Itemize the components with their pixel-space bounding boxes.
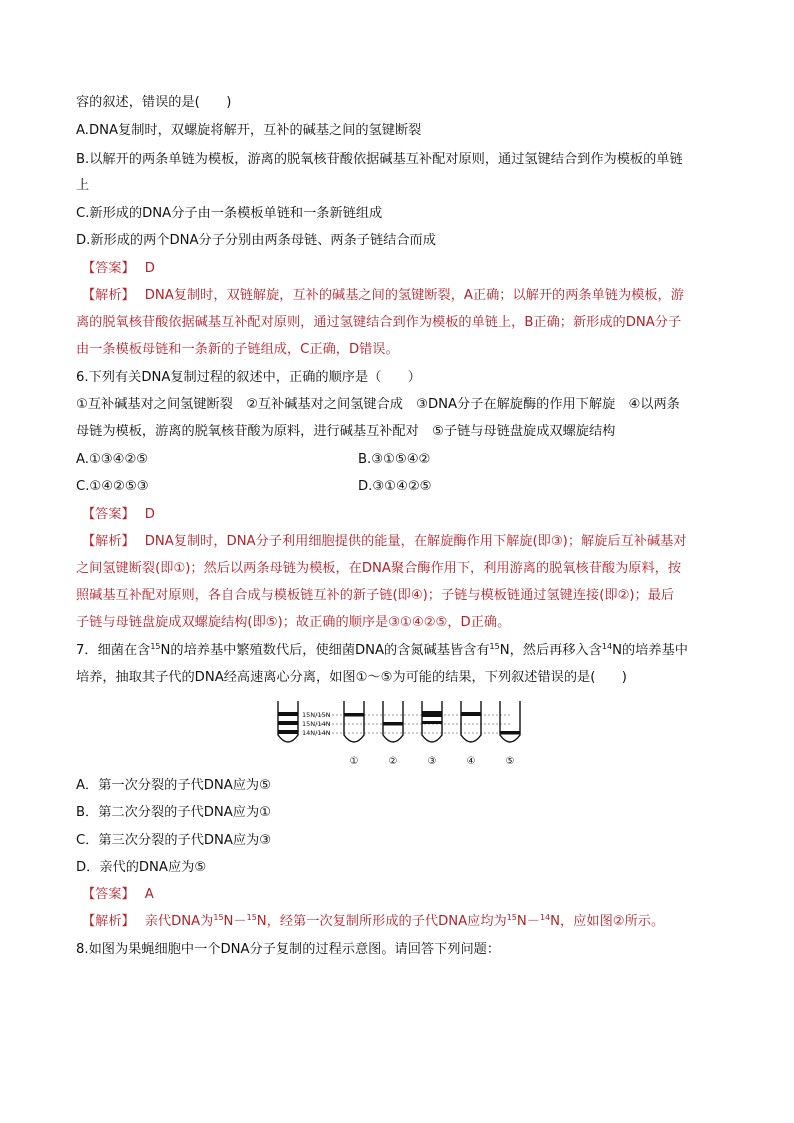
q5-analysis-line3: 由一条模板母链和一条新的子链组成，C正确，D错误。 bbox=[76, 342, 399, 357]
tube-label-5: ⑤ bbox=[505, 756, 515, 767]
q6-options-row2 bbox=[76, 478, 736, 496]
q6-option-a: A.①③④②⑤ bbox=[76, 452, 149, 467]
q6-items-line2: 母链为模板，游离的脱氧核苷酸为原料，进行碱基互补配对 ⑤子链与母链盘旋成双螺旋结构 bbox=[76, 424, 616, 439]
tube-label-2: ② bbox=[388, 756, 398, 767]
band-heavy bbox=[345, 713, 364, 717]
q7-answer bbox=[76, 886, 154, 904]
tube-1 bbox=[344, 701, 364, 742]
tube-3 bbox=[422, 701, 442, 742]
q5-option-a: A.DNA复制时，双螺旋将解开，互补的碱基之间的氢键断裂 bbox=[76, 123, 422, 138]
q8-stem: 8.如图为果蝇细胞中一个DNA分子复制的过程示意图。请回答下列问题： bbox=[76, 942, 501, 957]
tube-label-1: ① bbox=[349, 756, 359, 767]
reference-tube bbox=[278, 701, 298, 742]
analysis-label: 【解析】 bbox=[82, 534, 135, 549]
q5-stem: 容的叙述，错误的是( ) bbox=[76, 95, 232, 110]
answer-label: 【答案】 bbox=[82, 887, 135, 902]
q6-option-c: C.①④②⑤③ bbox=[76, 479, 149, 494]
label-15n-15n: 15N/15N bbox=[302, 711, 331, 719]
q6-stem: 6.下列有关DNA复制过程的叙述中，正确的顺序是（ ） bbox=[76, 370, 421, 385]
band-heavy bbox=[462, 712, 481, 716]
q7-option-c: C．第三次分裂的子代DNA应为③ bbox=[76, 833, 272, 848]
q6-analysis-line2: 之间氢键断裂(即①)；然后以两条母链为模板，在DNA聚合酶作用下，利用游离的脱氧核苷酸为原料，按 bbox=[76, 561, 682, 576]
tube-4 bbox=[461, 701, 481, 742]
band-hybrid bbox=[279, 721, 298, 725]
band-heavy bbox=[279, 712, 298, 716]
answer-value: A bbox=[144, 887, 154, 902]
q6-option-d: D.③①④②⑤ bbox=[358, 479, 432, 494]
q6-analysis-line1: 【解析】 DNA复制时，DNA分子利用细胞提供的能量，在解旋酶作用下解旋(即③)；解旋后互补碱基对 bbox=[82, 534, 687, 549]
q5-option-b-line2: 上 bbox=[76, 178, 90, 193]
q6-analysis-line3: 照碱基互补配对原则，各自合成与模板链互补的新子链(即④)；子链与模板链通过氢键连接(即②)；最后 bbox=[76, 588, 675, 603]
band-light bbox=[501, 731, 520, 735]
tube-label-3: ③ bbox=[427, 756, 437, 767]
q5-option-d: D.新形成的两个DNA分子分别由两条母链、两条子链结合而成 bbox=[76, 233, 436, 248]
band-heavy bbox=[423, 711, 442, 717]
q7-stem-line1: 7．细菌在含$^{15}$N的培养基中繁殖数代后，使细菌DNA的含氮碱基皆含有$^{15}$N，然后再移入含$^{14}$N的培养基中 bbox=[76, 642, 688, 658]
q5-analysis-line2: 离的脱氧核苷酸依据碱基互补配对原则，通过氢键结合到作为模板的单链上，B正确；新形成的DNA分子 bbox=[76, 315, 682, 330]
answer-value: D bbox=[144, 507, 155, 522]
q6-analysis-line4: 子链与母链盘旋成双螺旋结构(即⑤)；故正确的顺序是③①④②⑤，D正确。 bbox=[76, 615, 511, 630]
label-14n-14n: 14N/14N bbox=[302, 729, 331, 737]
band-hybrid bbox=[423, 721, 442, 724]
q6-option-b: B.③①⑤④② bbox=[358, 452, 431, 467]
q6-answer bbox=[76, 506, 155, 524]
tube-5 bbox=[500, 701, 520, 742]
band-light bbox=[279, 730, 298, 734]
answer-label: 【答案】 bbox=[82, 507, 135, 522]
tube-2 bbox=[383, 701, 403, 742]
label-15n-14n: 15N/14N bbox=[302, 720, 331, 728]
band-hybrid bbox=[384, 722, 403, 726]
q7-option-a: A．第一次分裂的子代DNA应为⑤ bbox=[76, 778, 271, 793]
q7-option-b: B．第二次分裂的子代DNA应为① bbox=[76, 805, 271, 820]
centrifuge-tubes-figure bbox=[272, 697, 528, 769]
analysis-label: 【解析】 bbox=[82, 914, 135, 929]
answer-label: 【答案】 bbox=[82, 261, 135, 276]
analysis-label: 【解析】 bbox=[82, 288, 135, 303]
q5-option-c: C.新形成的DNA分子由一条模板单链和一条新链组成 bbox=[76, 206, 383, 221]
tube-label-4: ④ bbox=[466, 756, 476, 767]
q6-options-row1 bbox=[76, 451, 736, 469]
q7-option-d: D．亲代的DNA应为⑤ bbox=[76, 860, 207, 875]
q7-stem-line2: 培养，抽取其子代的DNA经高速离心分离，如图①～⑤为可能的结果，下列叙述错误的是( ) bbox=[76, 670, 627, 685]
q5-option-b-line1: B.以解开的两条单链为模板，游离的脱氧核苷酸依据碱基互补配对原则，通过氢键结合到作为模板的单链 bbox=[76, 152, 683, 167]
answer-value: D bbox=[144, 261, 155, 276]
q6-items-line1: ①互补碱基对之间氢键断裂 ②互补碱基对之间氢键合成 ③DNA分子在解旋酶的作用下解旋 ④以两条 bbox=[76, 397, 680, 412]
q7-analysis: 【解析】 亲代DNA为$^{15}$N－$^{15}$N，经第一次复制所形成的子代DNA应均为$^{15}$N－$^{14}$N，应如图②所示。 bbox=[82, 913, 665, 929]
q5-answer bbox=[76, 260, 155, 278]
q5-analysis-line1: 【解析】 DNA复制时，双链解旋，互补的碱基之间的氢键断裂，A正确；以解开的两条单链为模板，游 bbox=[82, 288, 684, 303]
